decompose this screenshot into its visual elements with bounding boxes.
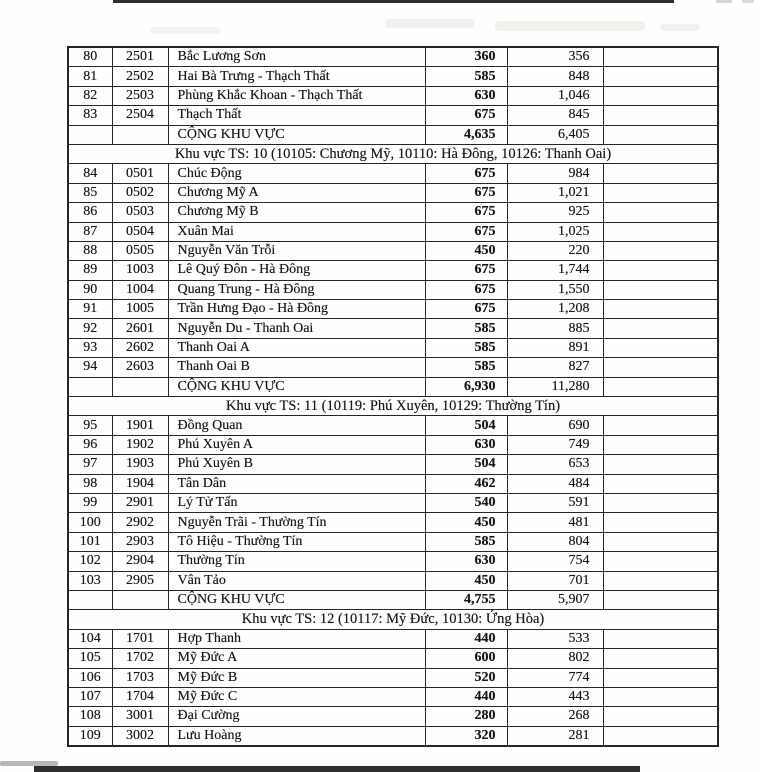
school-row xyxy=(68,668,718,687)
quota-cell: 675 xyxy=(425,222,507,241)
stt-cell: 106 xyxy=(68,668,112,687)
empty-cell xyxy=(603,319,718,338)
school-row xyxy=(68,86,718,105)
registered-count-cell: 984 xyxy=(507,164,603,183)
school-name-cell: Nguyễn Trãi - Thường Tín xyxy=(168,513,425,532)
quota-cell: 450 xyxy=(425,571,507,590)
registered-total-cell: 6,405 xyxy=(507,125,603,144)
region-header-cell: Khu vực TS: 10 (10105: Chương Mỹ, 10110: Hà Đông, 10126: Thanh Oai) xyxy=(68,144,718,163)
school-name-cell: Hợp Thanh xyxy=(168,629,425,648)
school-code-cell xyxy=(112,590,168,609)
registered-count-cell: 653 xyxy=(507,455,603,474)
school-row xyxy=(68,687,718,706)
school-name-cell: Phùng Khắc Khoan - Thạch Thất xyxy=(168,86,425,105)
empty-cell xyxy=(603,707,718,726)
school-code-cell: 0503 xyxy=(112,203,168,222)
school-row xyxy=(68,571,718,590)
school-code-cell: 1703 xyxy=(112,668,168,687)
region-total-label-cell: CỘNG KHU VỰC xyxy=(168,590,425,609)
quota-cell: 585 xyxy=(425,358,507,377)
registered-count-cell: 754 xyxy=(507,552,603,571)
registered-count-cell: 484 xyxy=(507,474,603,493)
empty-cell xyxy=(603,571,718,590)
school-code-cell: 0504 xyxy=(112,222,168,241)
school-code-cell xyxy=(112,377,168,396)
school-name-cell: Mỹ Đức C xyxy=(168,687,425,706)
stt-cell: 104 xyxy=(68,629,112,648)
school-name-cell: Lý Tử Tấn xyxy=(168,493,425,512)
school-row xyxy=(68,67,718,86)
registered-count-cell: 591 xyxy=(507,493,603,512)
stt-cell: 90 xyxy=(68,280,112,299)
school-code-cell: 1903 xyxy=(112,455,168,474)
stt-cell xyxy=(68,590,112,609)
school-name-cell: Thanh Oai B xyxy=(168,358,425,377)
school-name-cell: Quang Trung - Hà Đông xyxy=(168,280,425,299)
empty-cell xyxy=(603,47,718,67)
registered-count-cell: 1,208 xyxy=(507,300,603,319)
registered-count-cell: 774 xyxy=(507,668,603,687)
empty-cell xyxy=(603,67,718,86)
empty-cell xyxy=(603,629,718,648)
school-row xyxy=(68,300,718,319)
school-code-cell: 2905 xyxy=(112,571,168,590)
quota-cell: 630 xyxy=(425,86,507,105)
school-row xyxy=(68,241,718,260)
stt-cell: 109 xyxy=(68,726,112,746)
quota-cell: 540 xyxy=(425,493,507,512)
school-row xyxy=(68,183,718,202)
school-code-cell: 2903 xyxy=(112,532,168,551)
school-name-cell: Đại Cường xyxy=(168,707,425,726)
quota-cell: 630 xyxy=(425,552,507,571)
empty-cell xyxy=(603,493,718,512)
registered-count-cell: 690 xyxy=(507,416,603,435)
quota-cell: 675 xyxy=(425,106,507,125)
school-row xyxy=(68,358,718,377)
school-name-cell: Bắc Lương Sơn xyxy=(168,47,425,67)
school-row xyxy=(68,47,718,67)
quota-total-cell: 6,930 xyxy=(425,377,507,396)
registered-count-cell: 220 xyxy=(507,241,603,260)
stt-cell: 107 xyxy=(68,687,112,706)
quota-cell: 600 xyxy=(425,649,507,668)
school-name-cell: Mỹ Đức A xyxy=(168,649,425,668)
school-code-cell: 2601 xyxy=(112,319,168,338)
scan-artifact-smear xyxy=(0,761,58,766)
admission-quota-table xyxy=(67,46,719,747)
school-code-cell: 3002 xyxy=(112,726,168,746)
quota-cell: 450 xyxy=(425,241,507,260)
quota-cell: 504 xyxy=(425,455,507,474)
school-name-cell: Trần Hưng Đạo - Hà Đông xyxy=(168,300,425,319)
quota-cell: 675 xyxy=(425,300,507,319)
scan-artifact-smudge xyxy=(660,24,700,31)
school-name-cell: Tô Hiệu - Thường Tín xyxy=(168,532,425,551)
stt-cell xyxy=(68,125,112,144)
stt-cell: 88 xyxy=(68,241,112,260)
quota-cell: 675 xyxy=(425,261,507,280)
empty-cell xyxy=(603,338,718,357)
scan-artifact-smudge xyxy=(495,21,645,31)
school-name-cell: Phú Xuyên B xyxy=(168,455,425,474)
school-row xyxy=(68,164,718,183)
registered-count-cell: 443 xyxy=(507,687,603,706)
stt-cell: 80 xyxy=(68,47,112,67)
school-row xyxy=(68,552,718,571)
quota-cell: 675 xyxy=(425,280,507,299)
quota-cell: 675 xyxy=(425,183,507,202)
stt-cell: 99 xyxy=(68,493,112,512)
stt-cell: 84 xyxy=(68,164,112,183)
quota-cell: 440 xyxy=(425,629,507,648)
school-row xyxy=(68,532,718,551)
school-name-cell: Thạch Thất xyxy=(168,106,425,125)
stt-cell: 108 xyxy=(68,707,112,726)
stt-cell: 94 xyxy=(68,358,112,377)
stt-cell: 105 xyxy=(68,649,112,668)
empty-cell xyxy=(603,358,718,377)
quota-total-cell: 4,635 xyxy=(425,125,507,144)
school-code-cell: 1004 xyxy=(112,280,168,299)
registered-count-cell: 1,550 xyxy=(507,280,603,299)
empty-cell xyxy=(603,552,718,571)
school-code-cell: 2902 xyxy=(112,513,168,532)
empty-cell xyxy=(603,261,718,280)
registered-count-cell: 701 xyxy=(507,571,603,590)
quota-cell: 360 xyxy=(425,47,507,67)
school-name-cell: Vân Tảo xyxy=(168,571,425,590)
section-header-row xyxy=(68,144,718,163)
school-name-cell: Chúc Động xyxy=(168,164,425,183)
school-code-cell: 0502 xyxy=(112,183,168,202)
school-code-cell xyxy=(112,125,168,144)
school-name-cell: Phú Xuyên A xyxy=(168,435,425,454)
school-code-cell: 0501 xyxy=(112,164,168,183)
stt-cell: 91 xyxy=(68,300,112,319)
stt-cell: 97 xyxy=(68,455,112,474)
stt-cell: 82 xyxy=(68,86,112,105)
school-code-cell: 1701 xyxy=(112,629,168,648)
quota-cell: 585 xyxy=(425,532,507,551)
school-row xyxy=(68,629,718,648)
school-row xyxy=(68,106,718,125)
empty-cell xyxy=(603,532,718,551)
registered-count-cell: 925 xyxy=(507,203,603,222)
school-row xyxy=(68,455,718,474)
school-row xyxy=(68,707,718,726)
quota-cell: 585 xyxy=(425,338,507,357)
empty-cell xyxy=(603,203,718,222)
school-row xyxy=(68,261,718,280)
stt-cell: 95 xyxy=(68,416,112,435)
stt-cell: 100 xyxy=(68,513,112,532)
quota-cell: 450 xyxy=(425,513,507,532)
region-total-row xyxy=(68,590,718,609)
scan-artifact-top-bar xyxy=(113,0,674,3)
quota-cell: 675 xyxy=(425,203,507,222)
school-code-cell: 2904 xyxy=(112,552,168,571)
school-row xyxy=(68,435,718,454)
quota-cell: 630 xyxy=(425,435,507,454)
empty-cell xyxy=(603,455,718,474)
stt-cell: 96 xyxy=(68,435,112,454)
school-row xyxy=(68,474,718,493)
school-code-cell: 2602 xyxy=(112,338,168,357)
school-code-cell: 1003 xyxy=(112,261,168,280)
empty-cell xyxy=(603,106,718,125)
quota-cell: 462 xyxy=(425,474,507,493)
empty-cell xyxy=(603,164,718,183)
school-code-cell: 1904 xyxy=(112,474,168,493)
registered-count-cell: 268 xyxy=(507,707,603,726)
quota-cell: 320 xyxy=(425,726,507,746)
registered-total-cell: 11,280 xyxy=(507,377,603,396)
school-row xyxy=(68,319,718,338)
scan-artifact-smudge xyxy=(150,27,220,34)
quota-total-cell: 4,755 xyxy=(425,590,507,609)
empty-cell xyxy=(603,474,718,493)
school-row xyxy=(68,416,718,435)
stt-cell: 102 xyxy=(68,552,112,571)
school-code-cell: 1702 xyxy=(112,649,168,668)
school-code-cell: 3001 xyxy=(112,707,168,726)
quota-cell: 504 xyxy=(425,416,507,435)
stt-cell: 101 xyxy=(68,532,112,551)
empty-cell xyxy=(603,590,718,609)
school-code-cell: 2603 xyxy=(112,358,168,377)
stt-cell: 85 xyxy=(68,183,112,202)
stt-cell: 83 xyxy=(68,106,112,125)
empty-cell xyxy=(603,241,718,260)
registered-count-cell: 827 xyxy=(507,358,603,377)
region-total-row xyxy=(68,125,718,144)
stt-cell: 89 xyxy=(68,261,112,280)
school-code-cell: 1005 xyxy=(112,300,168,319)
registered-count-cell: 804 xyxy=(507,532,603,551)
scan-artifact-dot xyxy=(742,0,754,3)
school-code-cell: 2501 xyxy=(112,47,168,67)
region-total-row xyxy=(68,377,718,396)
region-header-cell: Khu vực TS: 11 (10119: Phú Xuyên, 10129: Thường Tín) xyxy=(68,397,718,416)
empty-cell xyxy=(603,280,718,299)
registered-count-cell: 749 xyxy=(507,435,603,454)
registered-count-cell: 1,021 xyxy=(507,183,603,202)
region-total-label-cell: CỘNG KHU VỰC xyxy=(168,377,425,396)
school-name-cell: Mỹ Đức B xyxy=(168,668,425,687)
stt-cell: 87 xyxy=(68,222,112,241)
school-code-cell: 1901 xyxy=(112,416,168,435)
school-row xyxy=(68,513,718,532)
stt-cell: 93 xyxy=(68,338,112,357)
school-name-cell: Chương Mỹ B xyxy=(168,203,425,222)
empty-cell xyxy=(603,377,718,396)
school-name-cell: Xuân Mai xyxy=(168,222,425,241)
quota-cell: 585 xyxy=(425,67,507,86)
empty-cell xyxy=(603,416,718,435)
empty-cell xyxy=(603,649,718,668)
stt-cell xyxy=(68,377,112,396)
section-header-row xyxy=(68,610,718,629)
school-code-cell: 2504 xyxy=(112,106,168,125)
stt-cell: 92 xyxy=(68,319,112,338)
school-name-cell: Hai Bà Trưng - Thạch Thất xyxy=(168,67,425,86)
quota-cell: 280 xyxy=(425,707,507,726)
school-code-cell: 2503 xyxy=(112,86,168,105)
empty-cell xyxy=(603,300,718,319)
scan-artifact-bottom-bar xyxy=(34,766,640,772)
stt-cell: 86 xyxy=(68,203,112,222)
quota-cell: 675 xyxy=(425,164,507,183)
school-row xyxy=(68,726,718,746)
school-name-cell: Chương Mỹ A xyxy=(168,183,425,202)
registered-count-cell: 802 xyxy=(507,649,603,668)
empty-cell xyxy=(603,513,718,532)
quota-cell: 585 xyxy=(425,319,507,338)
registered-count-cell: 1,744 xyxy=(507,261,603,280)
empty-cell xyxy=(603,222,718,241)
school-code-cell: 2502 xyxy=(112,67,168,86)
stt-cell: 81 xyxy=(68,67,112,86)
school-row xyxy=(68,493,718,512)
school-code-cell: 2901 xyxy=(112,493,168,512)
registered-count-cell: 1,025 xyxy=(507,222,603,241)
quota-cell: 440 xyxy=(425,687,507,706)
empty-cell xyxy=(603,726,718,746)
school-row xyxy=(68,203,718,222)
stt-cell: 103 xyxy=(68,571,112,590)
school-name-cell: Nguyễn Văn Trỗi xyxy=(168,241,425,260)
table-body xyxy=(68,47,718,746)
registered-count-cell: 891 xyxy=(507,338,603,357)
scan-artifact-dot xyxy=(716,0,732,3)
school-row xyxy=(68,338,718,357)
stt-cell: 98 xyxy=(68,474,112,493)
registered-count-cell: 885 xyxy=(507,319,603,338)
registered-count-cell: 356 xyxy=(507,47,603,67)
school-name-cell: Tân Dân xyxy=(168,474,425,493)
empty-cell xyxy=(603,687,718,706)
scan-artifact-smudge xyxy=(385,19,475,28)
school-code-cell: 1902 xyxy=(112,435,168,454)
registered-count-cell: 1,046 xyxy=(507,86,603,105)
school-name-cell: Nguyễn Du - Thanh Oai xyxy=(168,319,425,338)
school-row xyxy=(68,222,718,241)
school-code-cell: 1704 xyxy=(112,687,168,706)
region-header-cell: Khu vực TS: 12 (10117: Mỹ Đức, 10130: Ứng Hòa) xyxy=(68,610,718,629)
empty-cell xyxy=(603,668,718,687)
registered-count-cell: 281 xyxy=(507,726,603,746)
school-name-cell: Đồng Quan xyxy=(168,416,425,435)
empty-cell xyxy=(603,183,718,202)
empty-cell xyxy=(603,125,718,144)
registered-count-cell: 533 xyxy=(507,629,603,648)
region-total-label-cell: CỘNG KHU VỰC xyxy=(168,125,425,144)
registered-count-cell: 848 xyxy=(507,67,603,86)
school-name-cell: Lưu Hoàng xyxy=(168,726,425,746)
empty-cell xyxy=(603,435,718,454)
section-header-row xyxy=(68,397,718,416)
school-row xyxy=(68,280,718,299)
school-name-cell: Lê Quý Đôn - Hà Đông xyxy=(168,261,425,280)
school-row xyxy=(68,649,718,668)
quota-cell: 520 xyxy=(425,668,507,687)
empty-cell xyxy=(603,86,718,105)
school-code-cell: 0505 xyxy=(112,241,168,260)
school-name-cell: Thường Tín xyxy=(168,552,425,571)
registered-count-cell: 481 xyxy=(507,513,603,532)
school-name-cell: Thanh Oai A xyxy=(168,338,425,357)
registered-total-cell: 5,907 xyxy=(507,590,603,609)
registered-count-cell: 845 xyxy=(507,106,603,125)
